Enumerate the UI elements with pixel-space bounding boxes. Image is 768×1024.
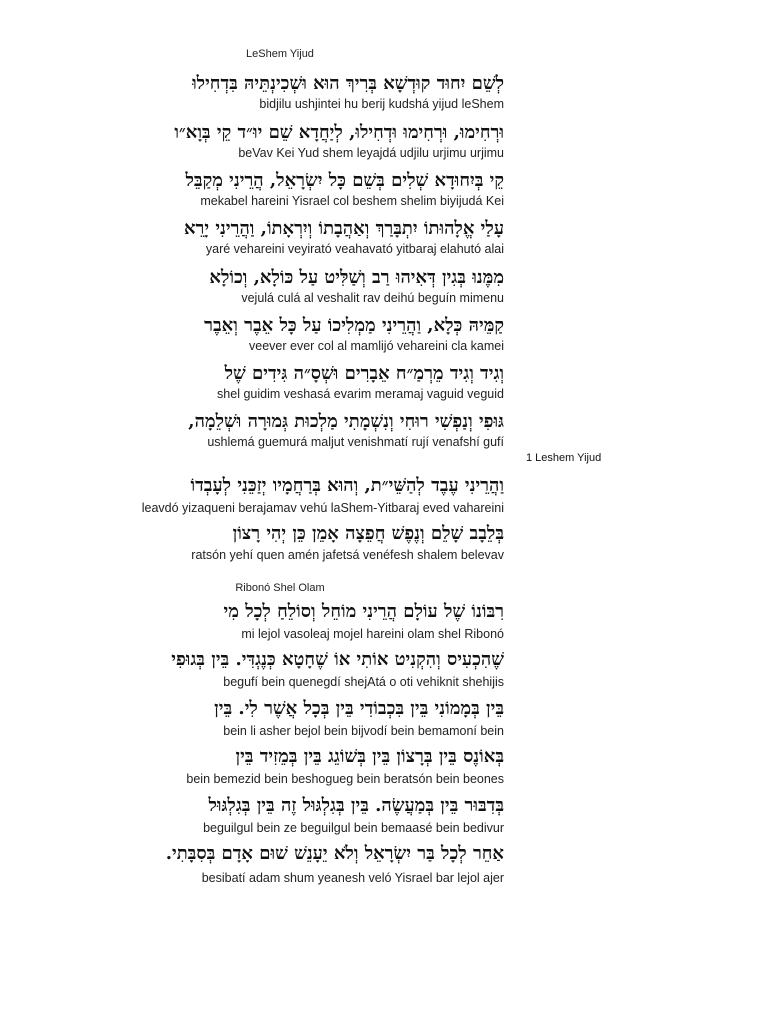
hebrew-line: גּוּפִי וְנַפְשִׁי רוּחִי וְנִשְׁמָתִי מַלְכוּת גְּמוּרָה וּשְׁלֵמָה, [188,411,504,432]
hebrew-line: עָלַי אֱלָהוּתוֹ יִתְבָּרַךְ וְאַהֲבָתוֹ וְיִרְאָתוֹ, וַהֲרֵינִי יָרֵא [183,218,504,239]
hebrew-line: וַהֲרֵינִי עֶבֶד לְהַשֵּׁי״ת, וְהוּא בְּרַחֲמָיו יְזַכֵּנִי לְעָבְדוֹ [190,475,504,496]
transliteration-line: vejulá culá al veshalit rav deihú beguín mimenu [241,291,504,305]
hebrew-line: בְּאוֹנֶס בֵּין בְּרָצוֹן בֵּין בְּשׁוֹגֵג בֵּין בְּמֵזִיד בֵּין [235,746,504,767]
transliteration-line: ushlemá guemurá maljut venishmatí rují venafshí gufí [207,435,504,449]
hebrew-line: קֵי בְּיִחוּדָא שְׁלִים בְּשֵׁם כָּל יִשְׂרָאֵל, הֲרֵינִי מְקַבֵּל [185,170,504,191]
hebrew-line: אַחֵר לְכָל בַּר יִשְׂרָאֵל וְלֹא יֵעָנֵשׁ שׁוּם אָדָם בְּסִבָּתִי. [165,843,504,864]
hebrew-line: וְגִיד וְגִיד מֵרְמַ״ח אֵבָרִים וּשְׁסָ״ה גִּידִים שֶׁל [224,363,504,384]
hebrew-line: לְשֵׁם יִחוּד קוּדְשָׁא בְּרִיךְ הוּא וּשְׁכִינְתֵּיהּ בִּדְחִילוּ [192,73,504,94]
transliteration-line: bein li asher bejol bein bijvodí bein bemamoní bein [223,724,504,738]
transliteration-line: besibatí adam shum yeanesh veló Yisrael bar lejol ajer [201,871,504,885]
hebrew-line: קַמֵּיהּ כְּלָא, וַהֲרֵינִי מַמְלִיכוֹ עַל כָּל אֵבֶר וְאֵבֶר [204,315,504,336]
transliteration-line: ratsón yehí quen amén jafetsá venéfesh shalem belevav [191,548,504,562]
transliteration-line: yaré vehareini veyirató veahavató yitbaraj elahutó alai [205,242,504,256]
transliteration-line: beVav Kei Yud shem leyajdá udjilu urjimu urjimu [238,146,504,160]
transliteration-line: veever ever col al mamlijó vehareini cla kamei [249,339,504,353]
hebrew-line: בְּדִבּוּר בֵּין בְּמַעֲשֶׂה. בֵּין בְּגִלְגּוּל זֶה בֵּין בְּגִלְגּוּל [208,795,504,816]
section-title-ribono-shel-olam: Ribonó Shel Olam [235,582,325,594]
hebrew-line: מִמֶּנוּ בְּגִין דְּאִיהוּ רַב וְשַׁלִּיט עַל כּוֹלָא, וְכוֹלָא [209,267,504,288]
transliteration-line: begufí bein quenegdí shejAtá o oti vehiknit shehijis [223,675,504,689]
hebrew-line: שֶׁהִכְעִיס וְהִקְנִיט אוֹתִי אוֹ שֶׁחָטָא כְּנֶגְדִּי. בֵּין בְּגוּפִי [171,649,504,670]
hebrew-line: בֵּין בְּמָמוֹנִי בֵּין בִּכְבוֹדִי בֵּין בְּכָל אֲשֶׁר לִי. בֵּין [214,698,504,719]
transliteration-line: shel guidim veshasá evarim meramaj vaguid veguid [217,387,504,401]
section-title-leshem-yijud: LeShem Yijud [246,48,314,60]
hebrew-line: וּרְחִימוּ, וּרְחִימוּ וּדְחִילוּ, לְיַחֲדָא שֵׁם יוּ״ד קֵי בְּוָא״ו [174,122,504,143]
transliteration-line: mekabel hareini Yisrael col beshem shelim biyijudá Kei [200,194,504,208]
transliteration-line: mi lejol vasoleaj mojel hareini olam shel Ribonó [241,627,504,641]
transliteration-line: leavdó yizaqueni berajamav vehú laShem-Yitbaraj eved vahareini [141,501,504,515]
transliteration-line: bein bemezid bein beshogueg bein beratsón bein beones [186,772,504,786]
transliteration-line: beguilgul bein ze beguilgul bein bemaasé bein bedivur [203,821,504,835]
hebrew-line: בְּלֵבָב שָׁלֵם וְנֶפֶשׁ חֲפֵצָה אָמֵן כֵּן יְהִי רָצוֹן [232,523,504,544]
hebrew-line: רִבּוֹנוֹ שֶׁל עוֹלָם הֲרֵינִי מוֹחֵל וְסוֹלֵחַ לְכָל מִי [223,601,504,622]
side-note-caption: 1 Leshem Yijud [526,452,602,464]
transliteration-line: bidjilu ushjintei hu berij kudshá yijud leShem [259,97,504,111]
